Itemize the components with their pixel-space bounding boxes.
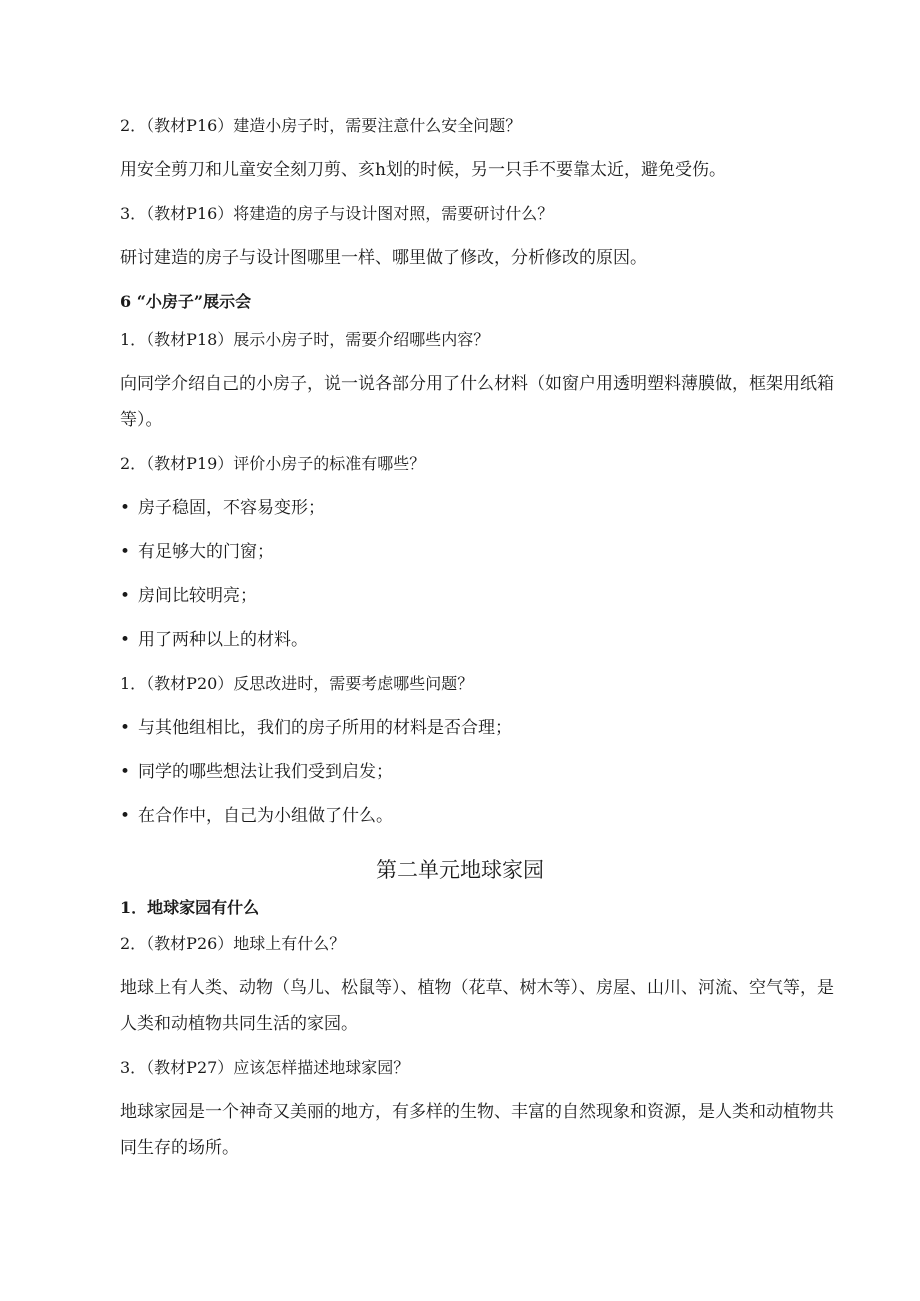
question-line: 2．（教材P19）评价小房子的标准有哪些？ [120, 454, 426, 473]
bullet-item [120, 578, 850, 614]
question-line: 3．（教材P27）应该怎样描述地球家园？ [120, 1058, 410, 1077]
bullet-icon: • [120, 542, 131, 562]
bullet-icon: • [120, 630, 131, 650]
section-heading: 6 “小房子”展示会 [120, 292, 252, 311]
bullet-icon: • [120, 498, 131, 518]
bullet-text: 同学的哪些想法让我们受到启发； [138, 762, 393, 782]
unit-title: 第二单元地球家园 [376, 858, 544, 882]
answer-paragraph: 地球上有人类、动物（鸟儿、松鼠等）、植物（花草、树木等）、房屋、山川、河流、空气等，是人类和动植物共同生活的家园。 [120, 978, 834, 1034]
bullet-item [120, 622, 850, 658]
bullet-item [120, 490, 850, 526]
answer-line: 用安全剪刀和儿童安全刻刀剪、亥h划的时候，另一只手不要靠太近，避免受伤。 [120, 160, 726, 180]
question-line: 2．（教材P16）建造小房子时，需要注意什么安全问题？ [120, 116, 522, 135]
bullet-icon: • [120, 762, 131, 782]
question-line: 3．（教材P16）将建造的房子与设计图对照，需要研讨什么？ [120, 204, 554, 223]
bullet-text: 用了两种以上的材料。 [138, 630, 308, 650]
question-line: 2．（教材P26）地球上有什么？ [120, 934, 346, 953]
bullet-item [120, 754, 850, 790]
bullet-item [120, 710, 850, 746]
question-line: 1．（教材P20）反思改进时，需要考虑哪些问题？ [120, 674, 474, 693]
bullet-text: 有足够大的门窗； [138, 542, 274, 562]
bullet-text: 在合作中，自己为小组做了什么。 [138, 806, 393, 826]
bullet-item [120, 798, 850, 834]
bullet-text: 与其他组相比，我们的房子所用的材料是否合理； [138, 718, 512, 738]
section-heading: 1．地球家园有什么 [120, 898, 260, 917]
answer-line: 研讨建造的房子与设计图哪里一样、哪里做了修改，分析修改的原因。 [120, 248, 647, 268]
bullet-text: 房间比较明亮； [138, 586, 257, 606]
bullet-icon: • [120, 586, 131, 606]
question-line: 1．（教材P18）展示小房子时，需要介绍哪些内容？ [120, 330, 490, 349]
bullet-icon: • [120, 718, 131, 738]
bullet-icon: • [120, 806, 131, 826]
bullet-item [120, 534, 850, 570]
answer-paragraph: 地球家园是一个神奇又美丽的地方，有多样的生物、丰富的自然现象和资源，是人类和动植物共同生存的场所。 [120, 1102, 834, 1158]
answer-paragraph: 向同学介绍自己的小房子，说一说各部分用了什么材料（如窗户用透明塑料薄膜做，框架用纸箱等）。 [120, 374, 834, 430]
bullet-text: 房子稳固，不容易变形； [138, 498, 325, 518]
